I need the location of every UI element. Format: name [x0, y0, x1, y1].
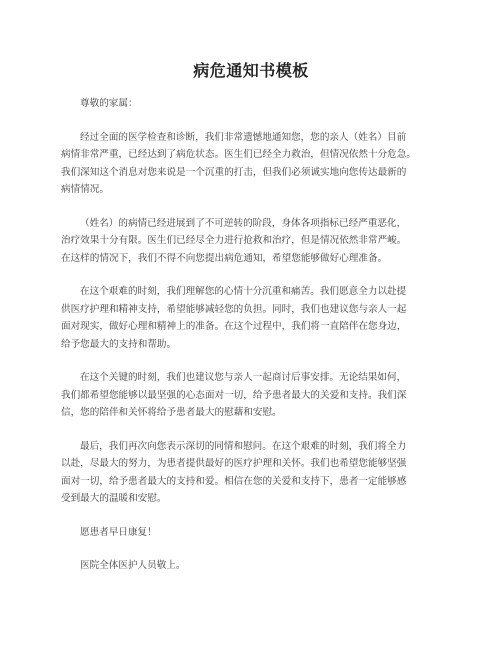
- paragraph-line: 在这个关键的时刻，我们也建议您与亲人一起商讨后事安排。无论结果如何，: [80, 372, 407, 383]
- closing-text: 愿患者早日康复！: [80, 526, 157, 538]
- paragraph-line: 在这样的情况下，我们不得不向您提出病危通知，希望您能够做好心理准备。: [61, 252, 388, 264]
- paragraph-2: [61, 215, 443, 268]
- paragraph-line: 面对一切，给予患者最大的支持和爱。相信在您的关爱和支持下，患者一定能够感: [61, 475, 407, 487]
- salutation: [61, 95, 443, 113]
- paragraph-line: 信，您的陪伴和关怀将给予患者最大的慰藉和安慰。: [61, 407, 282, 418]
- signature-text: 医院全体医护人员敬上。: [80, 560, 186, 571]
- paragraph-line: 病情非常严重，已经达到了病危状态。医生们已经全力救治，但情况依然十分危急。: [61, 149, 416, 160]
- closing: [61, 524, 443, 542]
- paragraph-line: 受到最大的温暖和安慰。: [61, 493, 167, 504]
- paragraph-line: 面对现实，做好心理和精神上的准备。在这个过程中，我们将一直陪伴在您身边，: [61, 321, 407, 332]
- paragraph-line: 我们都希望您能够以最坚强的心态面对一切，给予患者最大的关爱和支持。我们深: [61, 389, 407, 401]
- document-body: [61, 95, 443, 591]
- paragraph-line: 在这个艰难的时刻，我们理解您的心情十分沉重和痛苦。我们愿意全力以赴提: [80, 286, 407, 297]
- paragraph-line: 供医疗护理和精神支持，希望能够减轻您的负担。同时，我们也建议您与亲人一起: [61, 303, 407, 315]
- signature: [61, 557, 443, 575]
- paragraph-1: [61, 129, 443, 199]
- document-title: 病危通知书模板: [193, 61, 309, 80]
- paragraph-line: （姓名）的病情已经进展到了不可逆转的阶段，身体各项指标已经严重恶化，: [80, 217, 407, 229]
- paragraph-line: 治疗效果十分有限。医生们已经尽全力进行抢救和治疗，但是情况依然非常严峻。: [61, 235, 407, 246]
- paragraph-line: 病情情况。: [61, 184, 109, 195]
- paragraph-4: [61, 369, 443, 422]
- paragraph-5: [61, 438, 443, 508]
- paragraph-line: 给予您最大的支持和帮助。: [61, 338, 177, 350]
- paragraph-line: 最后，我们再次向您表示深切的同情和慰问。在这个艰难的时刻，我们将全力: [80, 440, 407, 452]
- paragraph-line: 以赴，尽最大的努力，为患者提供最好的医疗护理和关怀。我们也希望您能够坚强: [61, 458, 407, 469]
- paragraph-line: 我们深知这个消息对您来说是一个沉重的打击，但我们必须诚实地向您传达最新的: [61, 166, 407, 178]
- salutation-text: 尊敬的家属：: [80, 98, 138, 109]
- paragraph-3: [61, 283, 443, 353]
- paragraph-line: 经过全面的医学检查和诊断，我们非常遗憾地通知您，您的亲人（姓名）目前: [80, 131, 407, 143]
